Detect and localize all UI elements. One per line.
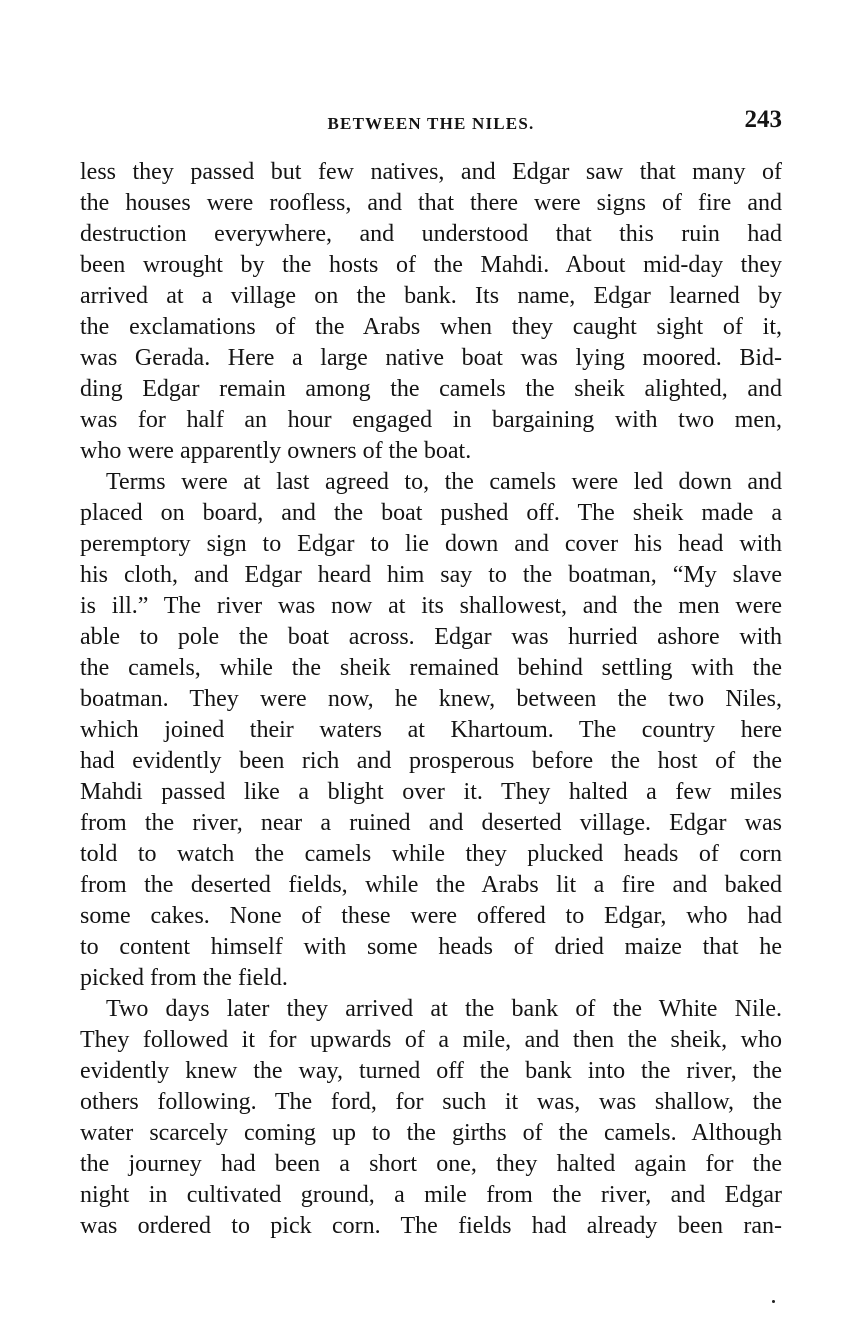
text-line: ding Edgar remain among the camels the sheik alighted, and (80, 376, 782, 402)
body-text (80, 157, 782, 1242)
text-line: night in cultivated ground, a mile from the river, and Edgar (80, 1182, 782, 1208)
text-line: They followed it for upwards of a mile, and then the sheik, who (80, 1027, 782, 1053)
running-header (80, 106, 782, 140)
text-line: some cakes. None of these were offered to Edgar, who had (80, 903, 782, 929)
page-number: 243 (744, 106, 782, 133)
text-line: from the deserted fields, while the Arabs lit a fire and baked (80, 872, 782, 898)
text-line: who were apparently owners of the boat. (80, 438, 472, 464)
text-line: was ordered to pick corn. The fields had already been ran- (80, 1213, 782, 1239)
text-line: to content himself with some heads of dried maize that he (80, 934, 782, 960)
text-line: others following. The ford, for such it was, was shallow, the (80, 1089, 782, 1115)
text-line: was Gerada. Here a large native boat was lying moored. Bid- (80, 345, 782, 371)
text-line: Mahdi passed like a blight over it. They halted a few miles (80, 779, 782, 805)
text-line: destruction everywhere, and understood that this ruin had (80, 221, 782, 247)
text-line: arrived at a village on the bank. Its name, Edgar learned by (80, 283, 782, 309)
text-line: less they passed but few natives, and Edgar saw that many of (80, 159, 782, 185)
text-line: had evidently been rich and prosperous before the host of the (80, 748, 782, 774)
text-line: Two days later they arrived at the bank of the White Nile. (106, 996, 782, 1022)
text-line: evidently knew the way, turned off the bank into the river, the (80, 1058, 782, 1084)
text-line: the exclamations of the Arabs when they caught sight of it, (80, 314, 782, 340)
text-line: from the river, near a ruined and deserted village. Edgar was (80, 810, 782, 836)
print-speck (772, 1300, 775, 1303)
text-line: is ill.” The river was now at its shallowest, and the men were (80, 593, 782, 619)
text-line: the journey had been a short one, they halted again for the (80, 1151, 782, 1177)
text-line: peremptory sign to Edgar to lie down and cover his head with (80, 531, 782, 557)
text-line: the camels, while the sheik remained behind settling with the (80, 655, 782, 681)
text-line: told to watch the camels while they plucked heads of corn (80, 841, 782, 867)
text-line: been wrought by the hosts of the Mahdi. About mid-day they (80, 252, 782, 278)
text-line: placed on board, and the boat pushed off. The sheik made a (80, 500, 782, 526)
text-line: his cloth, and Edgar heard him say to the boatman, “My slave (80, 562, 782, 588)
text-line: able to pole the boat across. Edgar was hurried ashore with (80, 624, 782, 650)
text-line: which joined their waters at Khartoum. The country here (80, 717, 782, 743)
text-line: the houses were roofless, and that there were signs of fire and (80, 190, 782, 216)
text-line: picked from the field. (80, 965, 288, 991)
text-line: water scarcely coming up to the girths of the camels. Although (80, 1120, 782, 1146)
text-line: was for half an hour engaged in bargaining with two men, (80, 407, 782, 433)
text-line: Terms were at last agreed to, the camels were led down and (106, 469, 782, 495)
text-line: boatman. They were now, he knew, between the two Niles, (80, 686, 782, 712)
running-title: BETWEEN THE NILES. (327, 114, 535, 133)
